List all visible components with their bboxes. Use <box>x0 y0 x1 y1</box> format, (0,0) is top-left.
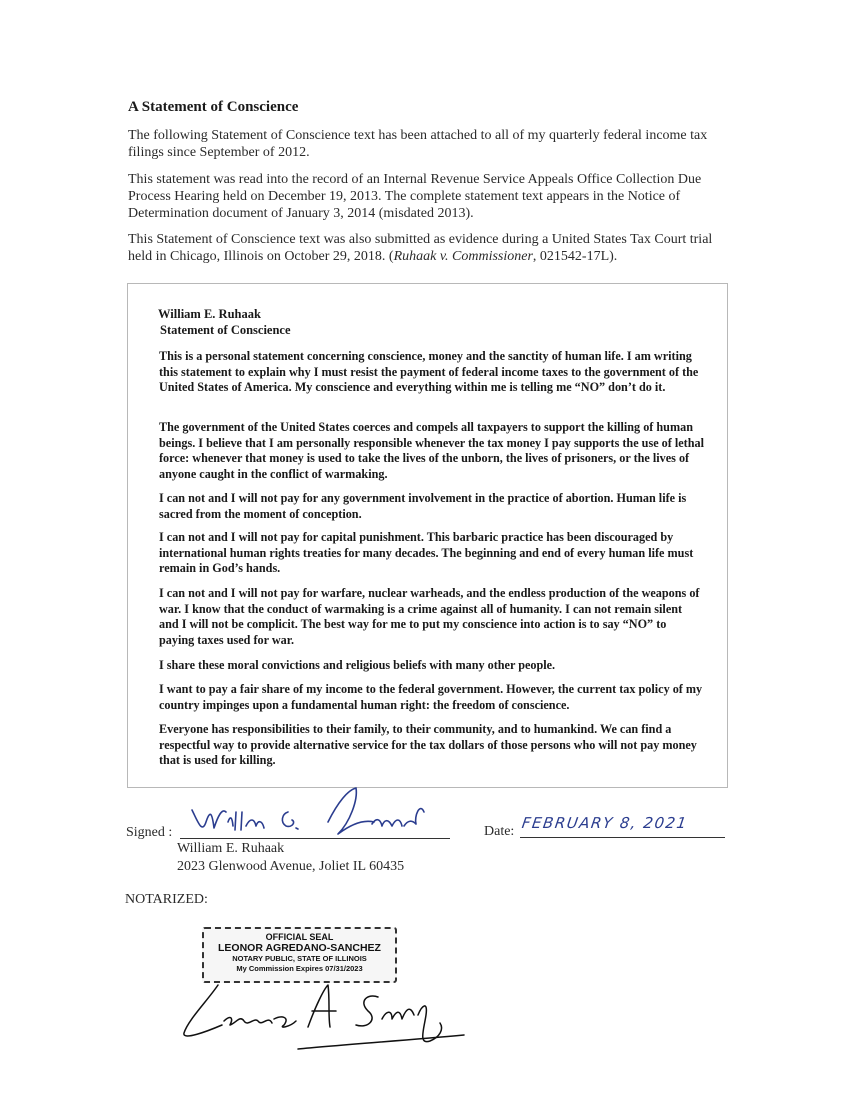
seal-notary-name: LEONOR AGREDANO-SANCHEZ <box>218 942 381 954</box>
statement-paragraph: I can not and I will not pay for any government involvement in the practice of abortion. Human life is sacred from the moment of conception. <box>159 491 687 521</box>
statement-paragraph: I can not and I will not pay for warfare, nuclear warheads, and the endless production of the weapons of war. I know that the conduct of warmaking is a crime against all of humanity. I can not remain silent and I will not be complicit. The best way for me to put my conscience into action is to say “NO” to paying taxes used for war. <box>159 586 700 647</box>
intro-paragraph: This Statement of Conscience text was also submitted as evidence during a United States Tax Court trial held in Chicago, Illinois on October 29, 2018. (Ruhaak v. Commissioner, 021542-17L). <box>128 232 713 264</box>
date-line <box>520 837 725 838</box>
notarized-label: NOTARIZED: <box>125 892 208 907</box>
date-label: Date: <box>484 824 515 839</box>
case-citation: Ruhaak v. Commissioner <box>393 249 533 264</box>
seal-title: OFFICIAL SEAL <box>265 932 334 942</box>
signed-label: Signed : <box>126 825 173 840</box>
statement-author: William E. Ruhaak <box>158 307 261 321</box>
seal-commission-expiry: My Commission Expires 07/31/2023 <box>236 964 363 973</box>
intro-paragraph: The following Statement of Conscience text has been attached to all of my quarterly federal income tax filings since September of 2012. <box>128 128 708 160</box>
statement-paragraph: Everyone has responsibilities to their family, to their community, and to humankind. We can find a respectful way to provide alternative service for the tax dollars of those persons who will not pay money that is used for killing. <box>159 722 697 768</box>
statement-paragraph: I want to pay a fair share of my income to the federal government. However, the current tax policy of my country impinges upon a fundamental human right: the freedom of conscience. <box>159 682 703 712</box>
statement-paragraph: I can not and I will not pay for capital punishment. This barbaric practice has been discouraged by international human rights treaties for many decades. The beginning and end of every human life must remain in God’s hands. <box>159 530 694 576</box>
statement-heading: Statement of Conscience <box>160 323 291 337</box>
statement-paragraph: The government of the United States coerces and compels all taxpayers to support the killing of human beings. I believe that I am personally responsible whenever the tax money I pay supports the use of lethal force: whenever that money is used to take the lives of the unborn, the lives of prisoners, or the lives of anyone caught in the conflict of warmaking. <box>159 420 704 481</box>
intro-paragraph: This statement was read into the record of an Internal Revenue Service Appeals Office Collection Due Process Hearing held on December 19, 2013. The complete statement text appears in the Notice of Determination document of January 3, 2014 (misdated 2013). <box>128 172 702 221</box>
handwritten-date: FEBRUARY 8, 2021 <box>520 814 689 832</box>
document-title: A Statement of Conscience <box>128 99 299 115</box>
signer-name: William E. Ruhaak <box>177 841 285 856</box>
notary-handwritten-signature <box>178 975 478 1055</box>
statement-paragraph: I share these moral convictions and religious beliefs with many other people. <box>159 658 556 672</box>
seal-notary-title: NOTARY PUBLIC, STATE OF ILLINOIS <box>232 954 367 963</box>
signer-address: 2023 Glenwood Avenue, Joliet IL 60435 <box>177 859 405 874</box>
statement-paragraph: This is a personal statement concerning conscience, money and the sanctity of human life. I am writing this statement to explain why I must resist the payment of federal income taxes to the government of the United States of America. My conscience and everything within me is telling me “NO” don’t do it. <box>159 349 699 395</box>
handwritten-signature <box>188 782 438 842</box>
